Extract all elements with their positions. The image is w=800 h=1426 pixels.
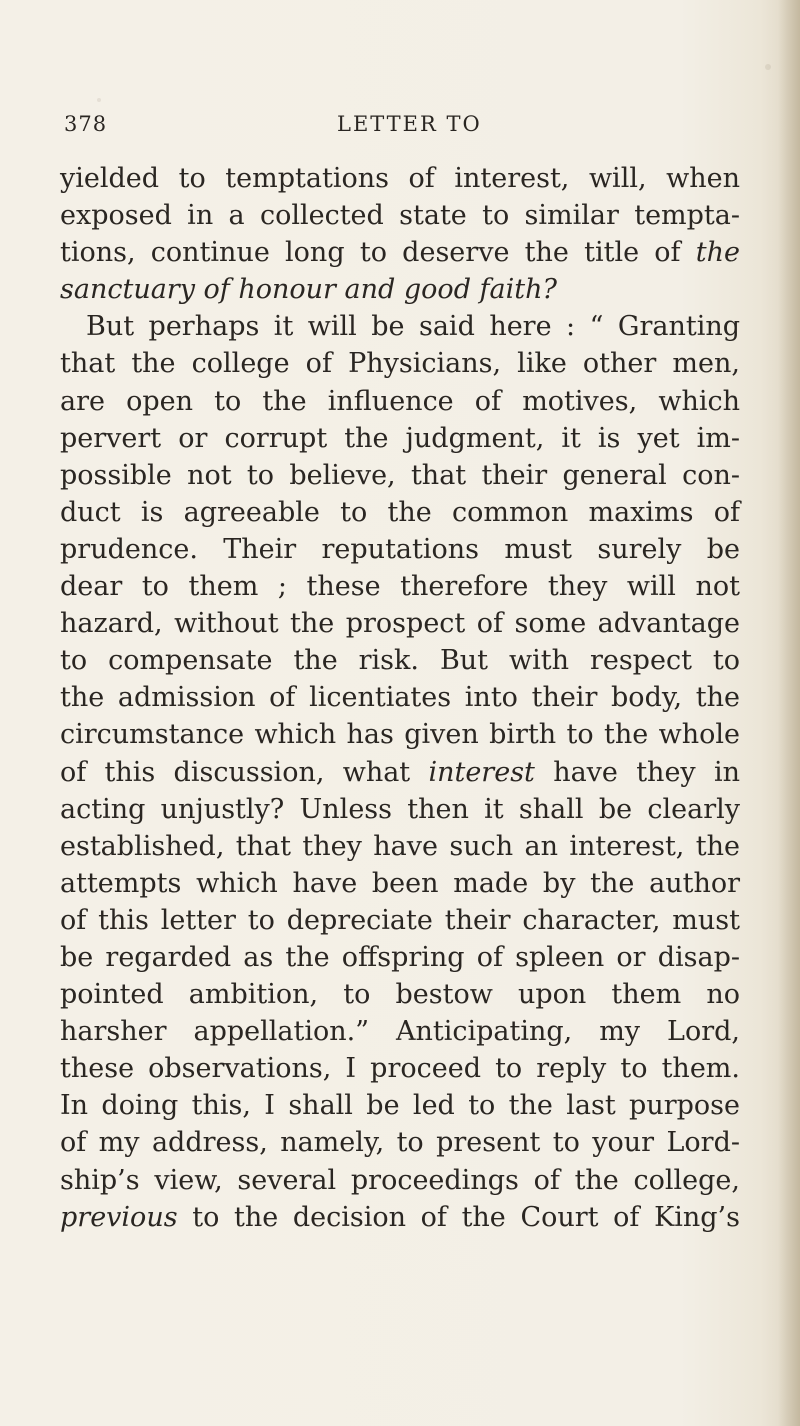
text-line: are open to the influence of motives, which: [60, 385, 740, 417]
text-line: these observations, I proceed to reply to them.: [60, 1053, 740, 1085]
text-line: pointed ambition, to bestow upon them no: [60, 979, 740, 1011]
text-line: yielded to temptations of interest, will, when: [60, 163, 740, 194]
text-line: harsher appellation.” Anticipating, my Lord,: [60, 1016, 740, 1048]
text-line: [60, 234, 740, 271]
text-run: have they in: [534, 756, 740, 788]
page-number: 378: [64, 112, 108, 136]
italic-text: the: [695, 237, 740, 269]
text-line: to compensate the risk. But with respect to: [60, 645, 740, 677]
text-line: be regarded as the offspring of spleen or disap-: [60, 941, 740, 973]
page-edge-shadow: [778, 0, 800, 1426]
text-line: In doing this, I shall be led to the last purpose: [60, 1090, 740, 1122]
text-line: prudence. Their reputations must surely be: [60, 533, 740, 565]
paper-blemish: [765, 64, 771, 70]
text-line: acting unjustly? Unless then it shall be clearly: [60, 793, 740, 825]
text-line: pervert or corrupt the judgment, it is yet im-: [60, 422, 740, 454]
text-line: attempts which have been made by the author: [60, 867, 740, 899]
text-line: exposed in a collected state to similar tempta-: [60, 200, 740, 232]
text-line: of my address, namely, to present to your Lord-: [60, 1127, 740, 1159]
text-run: of this discussion, what: [60, 756, 429, 788]
text-run: to the decision of the Court of King’s: [177, 1201, 740, 1233]
text-line: hazard, without the prospect of some advantage: [60, 608, 740, 640]
text-line: circumstance which has given birth to the whole: [60, 719, 740, 751]
italic-text: previous: [60, 1201, 178, 1233]
text-line: [60, 754, 740, 791]
text-line: ship’s view, several proceedings of the college,: [60, 1164, 740, 1196]
page-header: [0, 112, 800, 148]
text-line: that the college of Physicians, like other men,: [60, 348, 740, 380]
text-line: of this letter to depreciate their character, must: [60, 904, 740, 936]
text-line: the admission of licentiates into their body, the: [60, 682, 740, 714]
text-line: established, that they have such an interest, the: [60, 830, 740, 862]
paragraph-start-line: But perhaps it will be said here : “ Granting: [86, 311, 740, 343]
text-run: tions, continue long to deserve the title of: [60, 237, 696, 269]
text-line: [60, 1199, 740, 1236]
text-line: possible not to believe, that their general con-: [60, 459, 740, 491]
text-line: dear to them ; these therefore they will not: [60, 571, 740, 603]
body-text: [60, 160, 740, 1236]
text-line: duct is agreeable to the common maxims of: [60, 496, 740, 528]
text-line: sanctuary of honour and good faith?: [60, 274, 557, 306]
paper-blemish: [97, 98, 101, 102]
italic-text: interest: [428, 756, 535, 788]
running-head: LETTER TO: [337, 112, 482, 136]
